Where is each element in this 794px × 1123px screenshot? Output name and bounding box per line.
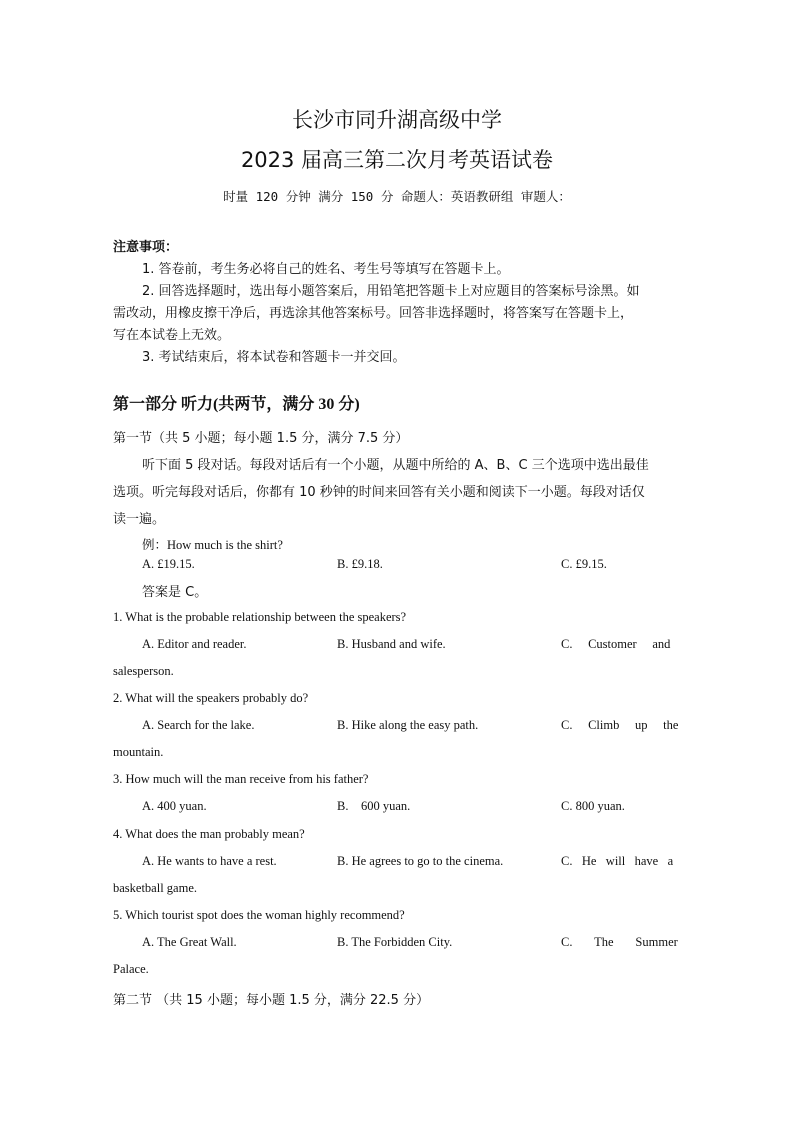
example-option-c: C. £9.15. xyxy=(561,557,607,571)
question-1: 1. What is the probable relationship between the speakers? xyxy=(113,610,407,624)
notice-heading: 注意事项： xyxy=(113,240,179,255)
notice-item-2-line-2: 需改动，用橡皮擦干净后，再选涂其他答案标号。回答非选择题时，将答案写在答题卡上， xyxy=(113,306,634,321)
q3-option-b: B. 600 yuan. xyxy=(337,799,411,813)
question-4: 4. What does the man probably mean? xyxy=(113,827,305,841)
q4-option-c-cont: basketball game. xyxy=(113,881,197,895)
exam-meta: 时量 120 分钟 满分 150 分 命题人：英语教研组 审题人： xyxy=(223,189,571,204)
q4-option-a: A. He wants to have a rest. xyxy=(142,854,277,868)
example-question: 例：How much is the shirt? xyxy=(142,538,283,552)
q1-option-a: A. Editor and reader. xyxy=(142,637,247,651)
q2-option-a: A. Search for the lake. xyxy=(142,718,255,732)
instruction-line-1: 听下面 5 段对话。每段对话后有一个小题，从题中所给的 A、B、C 三个选项中选出最佳 xyxy=(142,458,649,473)
question-5: 5. Which tourist spot does the woman highly recommend? xyxy=(113,908,405,922)
q5-option-b: B. The Forbidden City. xyxy=(337,935,453,949)
q1-option-b: B. Husband and wife. xyxy=(337,637,446,651)
q4-option-c: C. He will have a xyxy=(561,854,674,868)
exam-title: 2023 届高三第二次月考英语试卷 xyxy=(240,148,554,172)
q3-option-a: A. 400 yuan. xyxy=(142,799,207,813)
part1-heading: 第一部分 听力(共两节，满分 30 分) xyxy=(113,396,360,413)
example-option-b: B. £9.18. xyxy=(337,557,383,571)
school-name: 长沙市同升湖高级中学 xyxy=(292,108,502,132)
instruction-line-2: 选项。听完每段对话后，你都有 10 秒钟的时间来回答有关小题和阅读下一小题。每段对话仅 xyxy=(113,485,645,500)
instruction-line-3: 读一遍。 xyxy=(113,512,166,527)
notice-item-3: 3. 考试结束后，将本试卷和答题卡一并交回。 xyxy=(142,350,406,365)
notice-item-2-line-1: 2. 回答选择题时，选出每小题答案后，用铅笔把答题卡上对应题目的答案标号涂黑。如 xyxy=(142,284,640,299)
question-2: 2. What will the speakers probably do? xyxy=(113,691,309,705)
question-3: 3. How much will the man receive from his father? xyxy=(113,772,369,786)
q2-option-c-cont: mountain. xyxy=(113,745,164,759)
q3-option-c: C. 800 yuan. xyxy=(561,799,625,813)
q5-option-a: A. The Great Wall. xyxy=(142,935,237,949)
q1-option-c-cont: salesperson. xyxy=(113,664,174,678)
q4-option-b: B. He agrees to go to the cinema. xyxy=(337,854,504,868)
q2-option-b: B. Hike along the easy path. xyxy=(337,718,479,732)
q5-option-c: C. The Summer xyxy=(561,935,678,949)
section1-heading: 第一节（共 5 小题；每小题 1.5 分，满分 7.5 分） xyxy=(113,431,409,446)
q2-option-c: C. Climb up the xyxy=(561,718,679,732)
q1-option-c: C. Customer and xyxy=(561,637,671,651)
q5-option-c-cont: Palace. xyxy=(113,962,149,976)
notice-item-1: 1. 答卷前，考生务必将自己的姓名、考生号等填写在答题卡上。 xyxy=(142,262,510,277)
section2-heading: 第二节 （共 15 小题；每小题 1.5 分，满分 22.5 分） xyxy=(113,993,430,1008)
notice-item-2-line-3: 写在本试卷上无效。 xyxy=(113,328,231,343)
example-answer: 答案是 C。 xyxy=(142,585,208,600)
example-option-a: A. £19.15. xyxy=(142,557,195,571)
